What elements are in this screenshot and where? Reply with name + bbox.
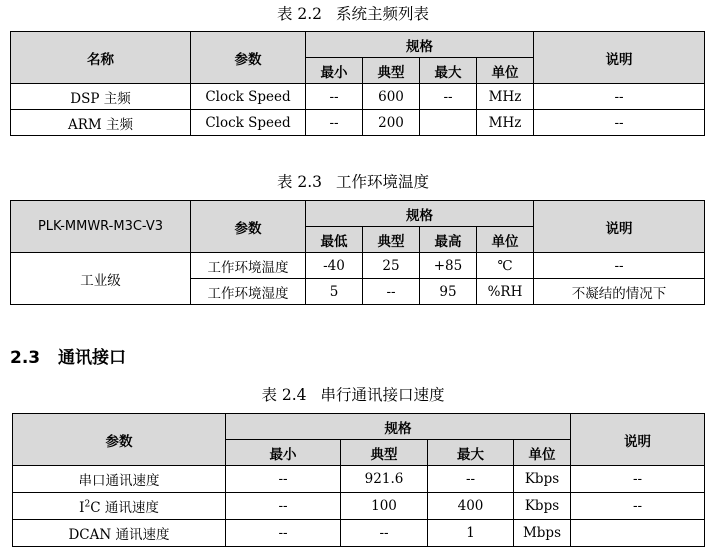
cell-param: DCAN 通讯速度 — [13, 520, 226, 547]
cell-note: -- — [534, 110, 705, 136]
cell-typ: -- — [363, 279, 420, 305]
cell-param: 串口通讯速度 — [13, 466, 226, 493]
cell-unit: ℃ — [477, 253, 534, 279]
cell-param: Clock Speed — [191, 84, 306, 110]
cell-name: DSP 主频 — [11, 84, 191, 110]
cell-param: 工作环境湿度 — [191, 279, 306, 305]
header-unit: 单位 — [477, 227, 534, 253]
cell-typ: 100 — [341, 493, 428, 520]
cell-unit: Mbps — [514, 520, 571, 547]
table-2-4 — [12, 413, 705, 547]
cell-note: 不凝结的情况下 — [534, 279, 705, 305]
header-spec: 规格 — [226, 414, 571, 440]
header-typ: 典型 — [363, 58, 420, 84]
cell-param: 工作环境温度 — [191, 253, 306, 279]
header-param: 参数 — [191, 201, 306, 253]
cell-unit: %RH — [477, 279, 534, 305]
header-max: 最大 — [428, 440, 514, 466]
cell-typ: 200 — [363, 110, 420, 136]
cell-min: 5 — [306, 279, 363, 305]
header-note: 说明 — [534, 32, 705, 84]
cell-min: -- — [226, 520, 341, 547]
header-min: 最低 — [306, 227, 363, 253]
table-row — [11, 253, 705, 279]
cell-unit: MHz — [477, 84, 534, 110]
param-superscript: 2 — [84, 499, 91, 510]
cell-max: -- — [428, 466, 514, 493]
cell-param — [13, 493, 226, 520]
cell-min: -- — [226, 466, 341, 493]
cell-note: -- — [534, 84, 705, 110]
table-caption-2-3 — [0, 172, 706, 192]
header-min: 最小 — [306, 58, 363, 84]
header-spec: 规格 — [306, 201, 534, 227]
section-number: 2.3 — [10, 348, 41, 368]
table-caption-2-2 — [0, 4, 706, 24]
header-param: 参数 — [191, 32, 306, 84]
cell-max — [420, 110, 477, 136]
cell-note: -- — [571, 466, 705, 493]
caption-title: 工作环境温度 — [336, 173, 430, 191]
table-row — [11, 84, 705, 110]
param-rest: C 通讯速度 — [90, 500, 159, 516]
cell-note: -- — [534, 253, 705, 279]
cell-typ: 25 — [363, 253, 420, 279]
table-row — [11, 110, 705, 136]
table-2-2 — [10, 31, 705, 136]
param-prefix: I — [79, 500, 85, 516]
cell-group: 工业级 — [11, 253, 191, 305]
cell-min: -- — [306, 84, 363, 110]
cell-note: -- — [571, 493, 705, 520]
cell-max: 95 — [420, 279, 477, 305]
cell-min: -- — [226, 493, 341, 520]
cell-min: -- — [306, 110, 363, 136]
header-typ: 典型 — [341, 440, 428, 466]
table-row — [13, 466, 705, 493]
header-unit: 单位 — [477, 58, 534, 84]
header-note: 说明 — [534, 201, 705, 253]
cell-max: 400 — [428, 493, 514, 520]
cell-note — [571, 520, 705, 547]
cell-typ: 921.6 — [341, 466, 428, 493]
header-max: 最高 — [420, 227, 477, 253]
header-max: 最大 — [420, 58, 477, 84]
caption-number: 表 2.2 — [276, 5, 323, 23]
cell-name: ARM 主频 — [11, 110, 191, 136]
cell-max: -- — [420, 84, 477, 110]
header-model: PLK-MMWR-M3C-V3 — [11, 201, 191, 253]
cell-unit: MHz — [477, 110, 534, 136]
cell-typ: -- — [341, 520, 428, 547]
header-unit: 单位 — [514, 440, 571, 466]
table-row — [13, 493, 705, 520]
caption-title: 串行通讯接口速度 — [320, 386, 445, 404]
caption-number: 表 2.4 — [261, 386, 307, 404]
table-caption-2-4 — [0, 385, 706, 405]
caption-number: 表 2.3 — [276, 173, 323, 191]
header-typ: 典型 — [363, 227, 420, 253]
header-note: 说明 — [571, 414, 705, 466]
header-min: 最小 — [226, 440, 341, 466]
header-name: 名称 — [11, 32, 191, 84]
cell-typ: 600 — [363, 84, 420, 110]
cell-min: -40 — [306, 253, 363, 279]
cell-max: 1 — [428, 520, 514, 547]
cell-max: +85 — [420, 253, 477, 279]
table-row — [13, 520, 705, 547]
section-title: 通讯接口 — [58, 348, 126, 368]
table-2-3 — [10, 200, 705, 305]
header-spec: 规格 — [306, 32, 534, 58]
cell-param: Clock Speed — [191, 110, 306, 136]
caption-title: 系统主频列表 — [336, 5, 430, 23]
cell-unit: Kbps — [514, 466, 571, 493]
section-heading — [10, 346, 126, 370]
cell-unit: Kbps — [514, 493, 571, 520]
header-param: 参数 — [13, 414, 226, 466]
